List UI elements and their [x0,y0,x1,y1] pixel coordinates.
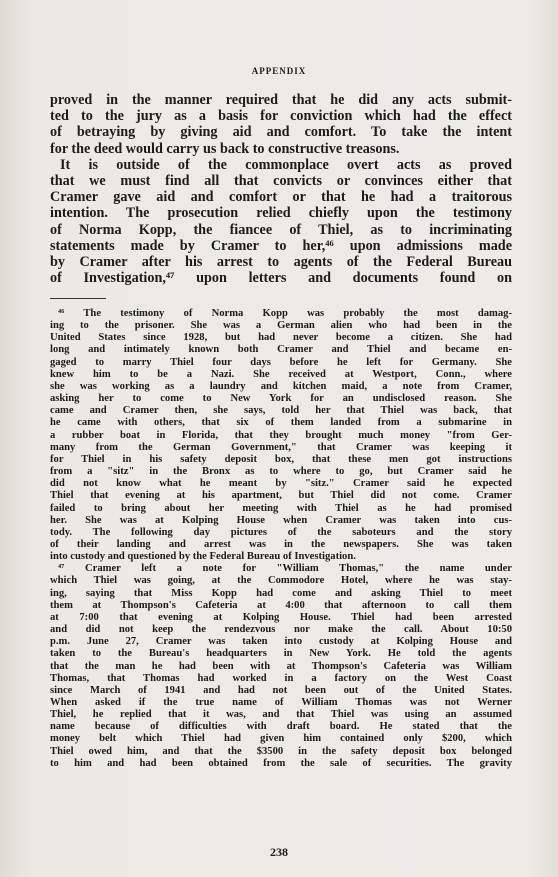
running-header: APPENDIX [251,66,307,76]
text-line: that we must find all that convicts or convinces either that [50,173,512,190]
footnote-line: a rubber boat in Florida, that they brought much money "from Ger- [50,429,512,441]
footnote-line: When asked if the true name of William Thomas was not Werner [50,697,512,708]
footnote-line: Thiel owed him, and that the $3500 in the safety deposit box belonged [50,745,512,757]
footnotes [50,308,512,770]
footnote-line: from a "sitz" in the Bronx as to where to go, but Cramer said he [50,466,512,478]
text-line: ted to the jury as a basis for conviction which had the effect [50,108,512,125]
footnote-line: long and intimately known both Cramer and Thiel and became en- [50,344,512,356]
footnote-line: and did not keep the rendezvous nor make the call. About 10:50 [50,624,512,636]
footnote-line: of their landing and arrest was in the newspapers. She was taken [50,538,512,550]
footnote-line: ing to the prisoner. She was a German alien who had been in the [50,320,512,332]
footnote-line: taken to the Bureau's headquarters in New York. He told the agents [50,648,512,660]
text-line: by Cramer after his arrest to agents of the Federal Bureau [50,254,512,271]
footnote-line: tody. The following day pictures of the saboteurs and the story [50,526,512,538]
footnote-line: Thiel that evening at his apartment, but Thiel did not come. Cramer [50,490,512,502]
footnote-line: he came with others, that six of them landed from a submarine in [50,417,512,429]
footnote-line: asking her to come to New York for an undisclosed reason. She [50,393,512,405]
footnote-line: them at Thompson's Cafeteria at 4:00 that afternoon to call them [50,599,512,611]
footnote-line: into custody and questioned by the Federal Bureau of Investigation. [50,551,356,563]
text-line: of betraying by giving aid and comfort. To take the intent [50,124,512,141]
footnote-line: name because of difficulties with draft board. He stated that the [50,721,512,733]
text-line: of Investigation,⁴⁷ upon letters and documents found on [50,270,512,287]
footnote-line: her. She was at Kolping House when Cramer was taken into cus- [50,514,512,526]
footnote-line: ⁴⁶ The testimony of Norma Kopp was probably the most damag- [58,308,512,319]
page-number: 238 [270,845,288,859]
footnote-line: knew him to be a Nazi. She received at Westport, Conn., where [50,368,512,380]
text-line: statements made by Cramer to her,⁴⁶ upon admissions made [50,237,512,254]
footnote-line: Thiel, he replied that it was, and that Thiel was using an assumed [50,709,512,721]
footnote-line: ⁴⁷ Cramer left a note for "William Thomas," the name under [58,563,512,575]
footnote-line: to him and had been obtained from the sale of securities. The gravity [50,757,512,769]
footnote-line: many from the German Government," that Cramer was keeping it [50,441,512,453]
footnote-line: she was working as a laundry and kitchen maid, a note from Cramer, [50,380,512,392]
footnote-line: United States since 1928, but had never become a citizen. She had [50,332,512,344]
text-line: It is outside of the commonplace overt acts as proved [60,156,512,173]
footnote-line: failed to bring about her meeting with Thiel as he had promised [50,502,512,514]
text-line: Cramer gave aid and comfort or that he had a traitorous [50,189,512,206]
footnote-line: p.m. June 27, Cramer was taken into custody at Kolping House and [50,636,512,648]
footnote-line: gaged to marry Thiel four days before he left for Germany. She [50,356,512,368]
footnote-line: came and Cramer then, she says, told her that Thiel was back, that [50,405,512,417]
text-line: of Norma Kopp, the fiancee of Thiel, as to incriminating [50,221,512,238]
footnote-line: that the man he had been with at Thompson's Cafeteria was William [50,660,512,672]
footnote-line: ing, saying that Miss Kopp had come and asking Thiel to meet [50,587,512,599]
footnote-line: did not know what he meant by "sitz." Cramer said he expected [50,478,512,490]
footnote-line: since March of 1941 and had not been out of the United States. [50,684,512,696]
footnote-line: money belt which Thiel had given him contained only $200, which [50,733,512,745]
footnote-line: Thomas, that Thomas had worked in a factory on the West Coast [50,672,512,684]
footnote-line: which Thiel was going, at the Commodore Hotel, where he was stay- [50,575,512,587]
footnote-line: at 7:00 that evening at Kolping House. Thiel had been arrested [50,611,512,623]
text-line: intention. The prosecution relied chiefly upon the testimony [50,205,512,222]
text-line: for the deed would carry us back to constructive treasons. [50,140,400,157]
footnote-divider [50,298,106,299]
main-text [50,92,512,286]
text-line: proved in the manner required that he did any acts submit- [50,92,512,108]
footnote-line: for Thiel in his safety deposit box, that these men got instructions [50,453,512,465]
